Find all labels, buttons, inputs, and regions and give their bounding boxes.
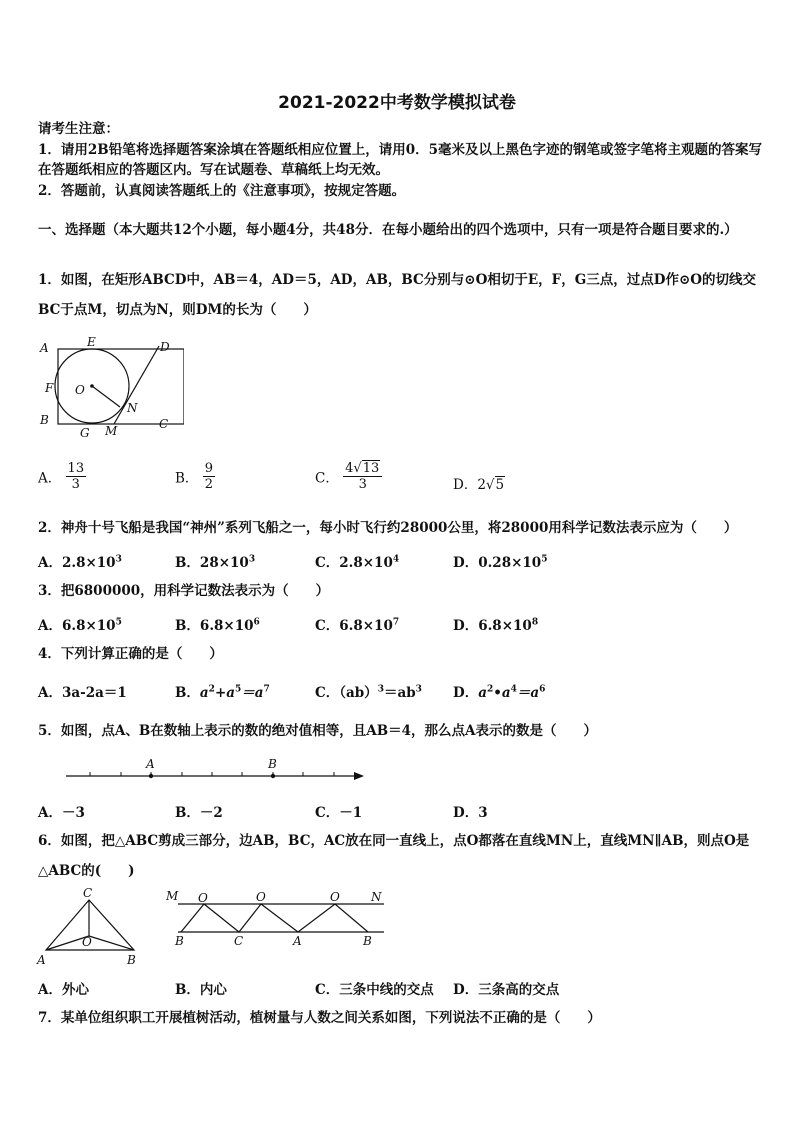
option-label: A． <box>38 470 62 487</box>
point-b-label: B <box>268 757 277 771</box>
label-o: O <box>75 383 85 397</box>
question-3-option-a[interactable]: A．$6.8\times 10^5$ <box>38 617 122 634</box>
option-label: D． <box>453 477 478 493</box>
question-2-option-d[interactable]: D．$0.28\times 10^5$ <box>453 554 548 571</box>
option-label: C． <box>315 470 339 487</box>
question-5-stem: 5．如图，点A、B在数轴上表示的数的绝对值相等，且AB＝4，那么点A表示的数是（ ） <box>38 723 598 739</box>
question-3-option-d[interactable]: D．$6.8\times 10^8$ <box>453 617 539 634</box>
label-b: B <box>40 413 49 427</box>
arrow-head <box>354 772 364 780</box>
center-point <box>90 384 94 388</box>
option-label: B． <box>175 470 199 487</box>
question-5-option-c[interactable]: C．－1 <box>315 805 363 821</box>
question-7-stem: 7．某单位组织职工开展植树活动，植树量与人数之间关系如图，下列说法不正确的是（ ） <box>38 1010 601 1026</box>
label-e: E <box>87 335 96 349</box>
question-3-option-c[interactable]: C．$6.8\times 10^7$ <box>315 617 400 634</box>
question-6-option-a[interactable]: A．外心 <box>38 982 89 998</box>
triangle-figure <box>34 884 146 968</box>
question-6-stem: 6．如图，把△ABC剪成三部分，边AB，BC，AC放在同一直线上，点O都落在直线MN上，直线MN∥AB，则点O是△ABC的( ) <box>38 833 750 879</box>
number-line-figure <box>62 755 372 785</box>
label-f: F <box>45 381 54 395</box>
label-c: C <box>159 417 169 431</box>
zigzag <box>181 904 368 932</box>
question-1-option-c[interactable] <box>315 461 382 492</box>
label-c: C <box>234 934 244 948</box>
question-6-option-b[interactable]: B．内心 <box>175 982 227 998</box>
question-2-option-a[interactable]: A．$2.8\times 10^3$ <box>38 554 122 571</box>
label-a: A <box>293 934 302 948</box>
question-1-option-b[interactable] <box>175 461 215 492</box>
question-2-stem: 2．神舟十号飞船是我国“神州”系列飞船之一，每小时飞行约28000公里，将28000用科学记数法表示应为（ ） <box>38 520 738 536</box>
label-n: N <box>371 890 382 904</box>
question-3-stem: 3．把6800000，用科学记数法表示为（ ） <box>38 583 330 599</box>
label-o2: O <box>256 890 266 904</box>
question-6-option-d[interactable]: D．三条高的交点 <box>453 982 560 998</box>
question-1-option-d[interactable]: D．2√5 <box>453 477 505 493</box>
question-5-option-a[interactable]: A．－3 <box>38 805 85 821</box>
notice-item-2: 2．答题前，认真阅读答题纸上的《注意事项》，按规定答题。 <box>38 183 406 199</box>
question-4-option-d[interactable]: D．$a^2•a^4=a^6$ <box>453 684 546 701</box>
label-g: G <box>80 426 90 440</box>
point-a-label: A <box>146 757 155 771</box>
fraction: $\frac{4√13}{3}$ <box>343 461 382 492</box>
question-4-option-c[interactable]: C．$(ab)^3=ab^3$ <box>315 684 422 701</box>
label-o1: O <box>198 891 208 905</box>
question-5-option-d[interactable]: D．3 <box>453 805 488 821</box>
label-b1: B <box>175 934 184 948</box>
radius-on <box>92 386 120 407</box>
question-4-option-b[interactable]: B．$a^2+a^5=a^7$ <box>175 684 270 701</box>
point-b <box>271 774 275 778</box>
notice-item-1: 1．请用2B铅笔将选择题答案涂填在答题纸相应位置上，请用0．5毫米及以上黑色字迹的钢笔或签字笔将主观题的答案写在答题纸相应的答题区内。写在试题卷、草稿纸上均无效。 <box>38 142 762 178</box>
label-m: M <box>166 889 179 903</box>
page-title: 2021-2022中考数学模拟试卷 <box>278 93 516 113</box>
tri-label-b: B <box>127 953 136 967</box>
point-a <box>149 774 153 778</box>
question-6-option-c[interactable]: C．三条中线的交点 <box>315 982 434 998</box>
question-2-option-c[interactable]: C．$2.8\times 10^4$ <box>315 554 400 571</box>
label-o3: O <box>330 890 340 904</box>
question-1-stem: 1．如图，在矩形ABCD中，AB＝4，AD＝5，AD，AB，BC分别与⊙O相切于E，F，G三点，过点D作⊙O的切线交BC于点M，切点为N，则DM的长为（ ） <box>38 272 757 318</box>
question-4-option-a[interactable]: A．3a-2a＝1 <box>38 685 127 701</box>
label-a: A <box>40 341 49 355</box>
fraction: $\frac{9}{2}$ <box>204 461 213 492</box>
tri-label-o: O <box>82 935 92 949</box>
tri-label-a: A <box>37 953 46 967</box>
question-4-stem: 4．下列计算正确的是（ ） <box>38 646 223 662</box>
question-3-option-b[interactable]: B．$6.8\times 10^6$ <box>175 617 260 634</box>
label-m: M <box>105 424 118 438</box>
notice-heading: 请考生注意： <box>38 121 119 137</box>
rectangle-circle-figure <box>34 334 184 444</box>
label-n: N <box>127 401 138 415</box>
tri-label-c: C <box>83 886 93 900</box>
fraction: $\frac{13}{3}$ <box>67 461 85 492</box>
question-5-option-b[interactable]: B．－2 <box>175 805 223 821</box>
question-2-option-b[interactable]: B．$28\times 10^3$ <box>175 554 256 571</box>
label-b2: B <box>363 934 372 948</box>
label-d: D <box>160 340 170 354</box>
question-1-option-a[interactable] <box>38 461 86 492</box>
folded-line-figure <box>164 886 394 948</box>
section-heading: 一、选择题（本大题共12个小题，每小题4分，共48分．在每小题给出的四个选项中，只有一项是符合题目要求的.） <box>38 222 738 238</box>
